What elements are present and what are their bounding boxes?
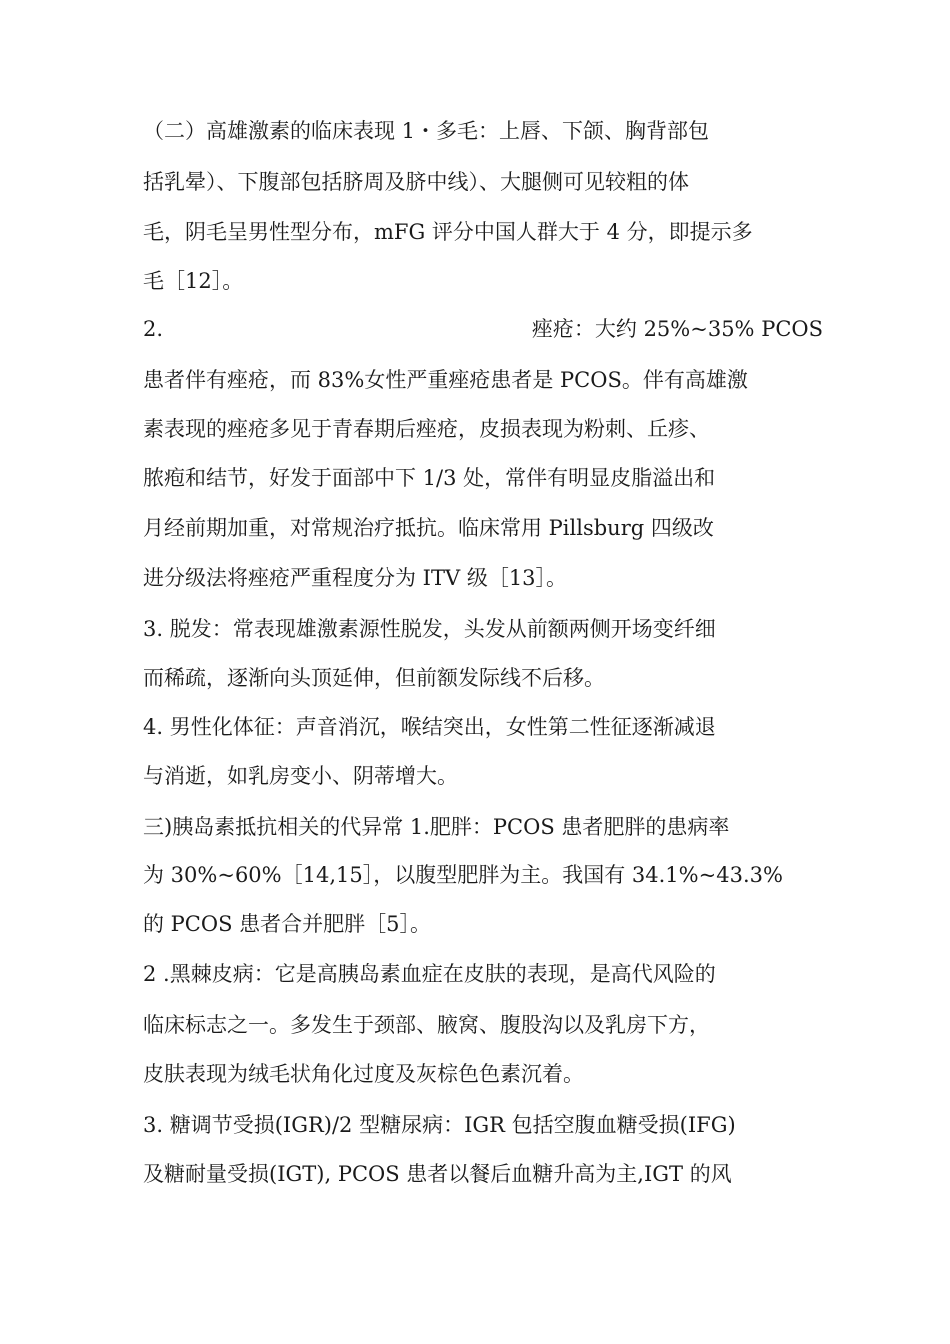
text-line: 进分级法将痤疮严重程度分为 ITV 级［13］。 (143, 566, 568, 590)
text-line: 毛［12］。 (143, 269, 244, 293)
text-line: 及糖耐量受损(IGT), PCOS 患者以餐后血糖升高为主,IGT 的风 (143, 1162, 732, 1186)
split-line-right: 痤疮：大约 25%~35% PCOS (531, 317, 823, 341)
text-line: 3. 脱发：常表现雄激素源性脱发，头发从前额两侧开场变纤细 (143, 617, 716, 641)
text-line: 患者伴有痤疮，而 83%女性严重痤疮患者是 PCOS。伴有高雄激 (143, 368, 748, 392)
text-line: 与消逝，如乳房变小、阴蒂增大。 (143, 764, 458, 788)
text-line: 毛，阴毛呈男性型分布，mFG 评分中国人群大于 4 分，即提示多 (143, 220, 753, 244)
text-line: 的 PCOS 患者合并肥胖［5］。 (143, 912, 432, 936)
text-line: 4. 男性化体征：声音消沉，喉结突出，女性第二性征逐渐减退 (143, 715, 716, 739)
text-line: 括乳晕）、下腹部包括脐周及脐中线）、大腿侧可见较粗的体 (143, 170, 689, 194)
text-line: 三)胰岛素抵抗相关的代异常 1.肥胖：PCOS 患者肥胖的患病率 (143, 815, 730, 839)
text-line: 2 .黑棘皮病：它是高胰岛素血症在皮肤的表现，是高代风险的 (143, 962, 716, 986)
text-line: 素表现的痤疮多见于青春期后痤疮，皮损表现为粉刺、丘疹、 (143, 417, 710, 441)
text-line: 月经前期加重，对常规治疗抵抗。临床常用 Pillsburg 四级改 (143, 516, 714, 540)
split-line-left: 2. (143, 317, 164, 341)
split-text-line (143, 314, 823, 344)
text-line: 临床标志之一。多发生于颈部、腋窝、腹股沟以及乳房下方， (143, 1013, 710, 1037)
text-line: 为 30%~60%［14,15］，以腹型肥胖为主。我国有 34.1%~43.3% (143, 863, 783, 887)
text-line: （二）高雄激素的临床表现 1・多毛：上唇、下颌、胸背部包 (143, 119, 710, 143)
text-line: 脓疱和结节，好发于面部中下 1/3 处，常伴有明显皮脂溢出和 (143, 466, 716, 490)
text-line: 3. 糖调节受损(IGR)/2 型糖尿病：IGR 包括空腹血糖受损(IFG) (143, 1113, 736, 1137)
text-line: 而稀疏，逐渐向头顶延伸，但前额发际线不后移。 (143, 666, 605, 690)
text-line: 皮肤表现为绒毛状角化过度及灰棕色色素沉着。 (143, 1062, 584, 1086)
